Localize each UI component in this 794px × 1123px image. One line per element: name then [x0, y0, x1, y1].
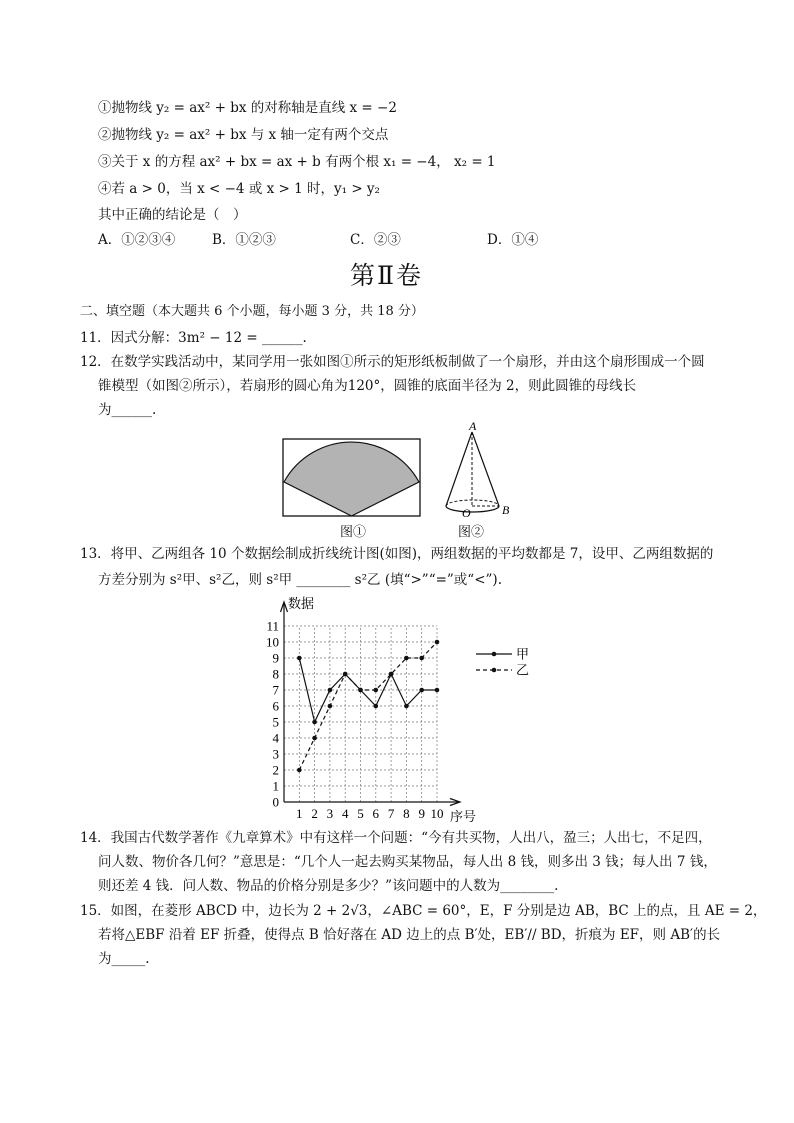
data-point	[389, 672, 394, 677]
q10-prompt: 其中正确的结论是（ ）	[98, 207, 247, 223]
y-tick-label: 9	[272, 650, 279, 666]
y-tick-label: 7	[272, 682, 279, 698]
line-chart	[250, 590, 550, 825]
chart-legend	[476, 647, 529, 678]
fig2-cone	[440, 418, 520, 522]
cone-label-o: O	[462, 506, 471, 520]
chart-ticks	[266, 596, 476, 824]
data-point	[297, 656, 302, 661]
x-tick-label: 10	[430, 806, 444, 821]
x-axis-label: 序号	[450, 809, 477, 824]
q11-text: 11．因式分解：3m² − 12 = ______.	[80, 330, 307, 346]
chart-axes	[281, 602, 461, 806]
cone-label-b: B	[502, 503, 510, 517]
y-tick-label: 10	[266, 634, 279, 650]
q12-line-3: 为______.	[98, 402, 157, 418]
data-point	[312, 720, 317, 725]
y-axis-label: 数据	[288, 596, 315, 611]
chart-grid	[284, 626, 437, 802]
fig1-rectangle-sector	[282, 438, 422, 518]
data-point	[404, 656, 409, 661]
data-point	[343, 672, 348, 677]
q12-line-1: 12．在数学实践活动中，某同学用一张如图①所示的矩形纸板制做了一个扇形，并由这个扇形围成一个圆	[80, 354, 705, 370]
q14-line-2: 问人数、物价各几何？”意思是：“几个人一起去购买某物品，每人出 8 钱，则多出 3 钱；每人出 7 钱，	[98, 854, 717, 870]
x-tick-label: 6	[372, 806, 380, 821]
q10-statement-1: ①抛物线 y₂ = ax² + bx 的对称轴是直线 x = −2	[98, 100, 397, 116]
cone-left-side	[446, 432, 472, 506]
legend-label: 甲	[516, 646, 530, 662]
y-tick-label: 2	[272, 762, 279, 778]
y-tick-label: 8	[272, 666, 279, 682]
y-tick-label: 0	[272, 794, 279, 810]
legend-label: 乙	[516, 662, 530, 678]
q10-option-d: D．①④	[487, 232, 539, 248]
data-point	[419, 656, 424, 661]
q10-option-c: C．②③	[350, 232, 401, 248]
q15-line-3: 为_____.	[98, 951, 150, 967]
q15-line-1: 15．如图，在菱形 ABCD 中，边长为 2 + 2√3，∠ABC = 60°，E，F 分别是边 AB，BC 上的点，且 AE = 2，	[80, 903, 767, 919]
data-point	[328, 704, 333, 709]
data-point	[404, 704, 409, 709]
q14-line-3: 则还差 4 钱．问人数、物品的价格分别是多少？”该问题中的人数为________.	[98, 878, 559, 894]
x-tick-label: 8	[403, 806, 410, 821]
legend-marker	[492, 652, 497, 657]
x-tick-label: 2	[311, 806, 318, 821]
data-point	[297, 768, 302, 773]
cone-base-front	[446, 506, 499, 512]
fig2-caption: 图②	[458, 525, 485, 540]
data-point	[312, 736, 317, 741]
data-point	[374, 688, 379, 693]
y-tick-label: 6	[272, 698, 279, 714]
x-tick-label: 1	[296, 806, 303, 821]
section-title: 第Ⅱ卷	[350, 261, 423, 290]
x-tick-label: 7	[387, 806, 395, 821]
q10-statement-4: ④若 a > 0，当 x < −4 或 x > 1 时，y₁ > y₂	[98, 181, 380, 197]
data-point	[419, 688, 424, 693]
section-header: 二、填空题（本大题共 6 个小题，每小题 3 分，共 18 分）	[80, 304, 424, 319]
y-tick-label: 4	[272, 730, 279, 746]
q15-line-2: 若将△EBF 沿着 EF 折叠，使得点 B 恰好落在 AD 边上的点 B′处，EB′// BD，折痕为 EF，则 AB′的长	[98, 927, 721, 943]
y-tick-label: 11	[266, 618, 279, 634]
y-tick-label: 3	[272, 746, 279, 762]
fig1-caption: 图①	[340, 525, 367, 540]
data-point	[435, 640, 440, 645]
q10-option-a: A．①②③④	[98, 232, 176, 248]
cone-label-a: A	[469, 419, 477, 433]
data-point	[435, 688, 440, 693]
q12-line-2: 锥模型（如图②所示），若扇形的圆心角为120°，圆锥的底面半径为 2，则此圆锥的母线长	[98, 378, 637, 394]
data-point	[374, 704, 379, 709]
cone-right-side	[472, 432, 499, 506]
x-tick-label: 9	[418, 806, 425, 821]
legend-marker	[492, 668, 497, 673]
x-tick-label: 4	[341, 806, 349, 821]
q10-statement-3: ③关于 x 的方程 ax² + bx = ax + b 有两个根 x₁ = −4， x₂ = 1	[98, 154, 496, 170]
q10-option-b: B．①②③	[212, 232, 276, 248]
data-point	[358, 688, 363, 693]
fig1-sector	[284, 442, 419, 516]
y-tick-label: 5	[272, 714, 279, 730]
data-point	[328, 688, 333, 693]
y-tick-label: 1	[272, 778, 279, 794]
q14-line-1: 14．我国古代数学著作《九章算术》中有这样一个问题：“今有共买物，人出八，盈三；人出七，不足四，	[80, 830, 712, 846]
q13-line-2: 方差分别为 s²甲、s²乙，则 s²甲 ________ s²乙 (填“>”“=”或“<”).	[98, 572, 502, 588]
q13-line-1: 13．将甲、乙两组各 10 个数据绘制成折线统计图(如图)，两组数据的平均数都是 7，设甲、乙两组数据的	[80, 546, 714, 562]
x-tick-label: 3	[326, 806, 334, 821]
x-tick-label: 5	[357, 806, 364, 821]
q10-statement-2: ②抛物线 y₂ = ax² + bx 与 x 轴一定有两个交点	[98, 127, 389, 143]
